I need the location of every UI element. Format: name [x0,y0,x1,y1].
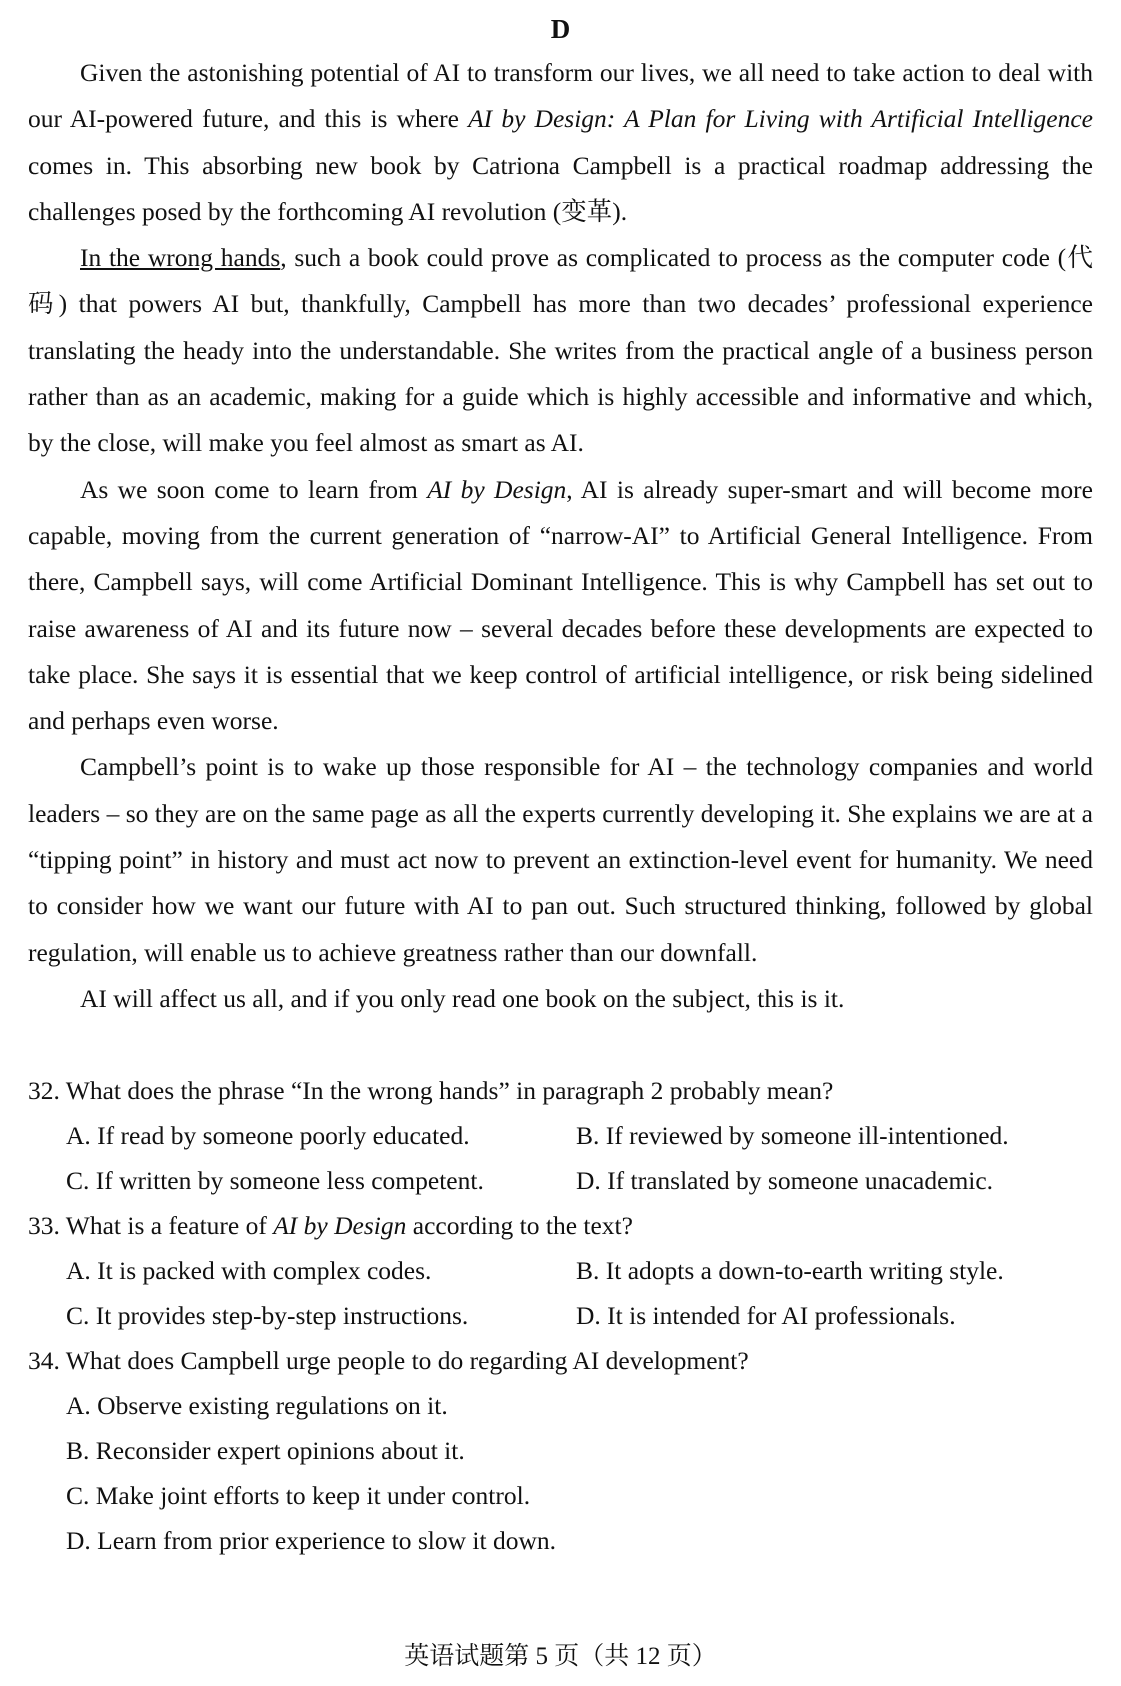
option-c: C. Make joint efforts to keep it under control. [66,1481,531,1511]
page-footer: 英语试题第 5 页（共 12 页） [404,1643,717,1670]
question-stem-b: according to the text? [406,1211,633,1241]
option-c: C. If written by someone less competent. [66,1166,484,1196]
paragraph-1-text-a: Given the astonishing potential of AI to transform our lives, we all need to take action to deal with our AI-powered future, and this is where [28,58,1093,134]
paragraph-2-text: , such a book could prove as complicated to process as the computer code (代码) that powers AI but, thankfully, Campbell has more than two decades’ professional experience translating the heady into the understandable. She writes from the practical angle of a business person rather than as an academic, making for a guide which is highly accessible and informative and which, by the close, will make you feel almost as smart as AI. [28,243,1093,458]
options-list [28,1383,1093,1563]
section-heading: D [550,14,571,44]
question-stem: 34. What does Campbell urge people to do regarding AI development? [28,1346,749,1376]
option-d: D. It is intended for AI professionals. [576,1301,956,1331]
paragraph-1-text-b: comes in. This absorbing new book by Catriona Campbell is a practical roadmap addressing the challenges posed by the forthcoming AI revolution (变革). [28,150,1093,226]
options-grid [28,1113,1093,1203]
paragraph-1 [28,50,1093,235]
question-stem-a: 33. What is a feature of [28,1211,274,1241]
paragraph-3-text-b: , AI is already super-smart and will become more capable, moving from the current generation of “narrow-AI” to Artificial General Intelligence. From there, Campbell says, will come Artificial Dominant Intelligence. This is why Campbell has set out to raise awareness of AI and its future now – several decades before these developments are expected to take place. She says it is essential that we keep control of artificial intelligence, or risk being sidelined and perhaps even worse. [28,474,1093,736]
paragraph-2 [28,235,1093,466]
paragraph-5: AI will affect us all, and if you only read one book on the subject, this is it. [80,983,845,1013]
book-title-short: AI by Design [427,474,567,504]
options-grid [28,1248,1093,1338]
reading-passage [28,50,1093,1022]
option-d: D. Learn from prior experience to slow it down. [66,1526,557,1556]
paragraph-3 [28,467,1093,745]
option-a: A. If read by someone poorly educated. [66,1121,470,1151]
question-stem: 32. What does the phrase “In the wrong hands” in paragraph 2 probably mean? [28,1076,834,1106]
book-title: AI by Design: A Plan for Living with Artificial Intelligence [468,104,1093,134]
option-b: B. It adopts a down-to-earth writing style. [576,1256,1004,1286]
question-list [28,1068,1093,1563]
option-a: A. Observe existing regulations on it. [66,1391,448,1421]
question-stem-title: AI by Design [273,1211,407,1241]
underlined-phrase: In the wrong hands [80,243,281,273]
question-34 [28,1338,1093,1563]
question-33 [28,1203,1093,1338]
option-c: C. It provides step-by-step instructions. [66,1301,469,1331]
option-b: B. If reviewed by someone ill-intentioned. [576,1121,1009,1151]
option-a: A. It is packed with complex codes. [66,1256,432,1286]
question-stem [28,1203,1093,1248]
paragraph-3-text-a: As we soon come to learn from [80,474,428,504]
option-d: D. If translated by someone unacademic. [576,1166,994,1196]
option-b: B. Reconsider expert opinions about it. [66,1436,465,1466]
paragraph-4: Campbell’s point is to wake up those responsible for AI – the technology companies and world leaders – so they are on the same page as all the experts currently developing it. She explains we are at a “tipping point” in history and must act now to prevent an extinction-level event for humanity. We need to consider how we want our future with AI to pan out. Such structured thinking, followed by global regulation, will enable us to achieve greatness rather than our downfall. [28,752,1093,967]
question-32 [28,1068,1093,1203]
